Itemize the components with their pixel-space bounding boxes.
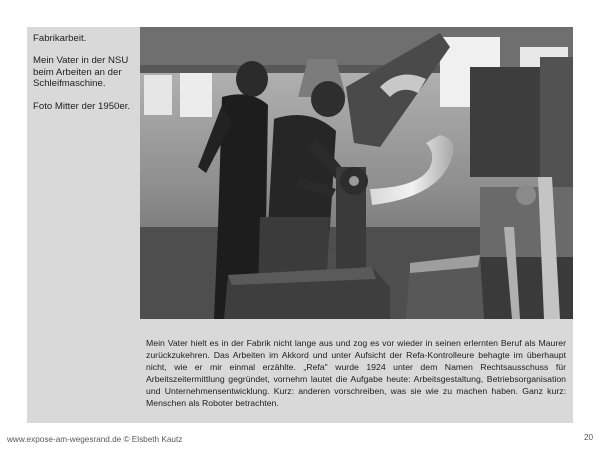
factory-photo-illustration bbox=[140, 27, 573, 319]
caption-photo-date: Foto Mitter der 1950er. bbox=[33, 100, 131, 112]
story-text: Mein Vater hielt es in der Fabrik nicht lange aus und zog es vor wieder in seinen erlernten Beruf als Maurer zurückzukehren. Das Arbeiten im Akkord und unter Aufsicht der Refa-Kontrolleure behagte im überhaupt nicht, wie er mir einmal erzählte. „Refa" wurde 1924 unter dem Namen Rechtsausschuss für Arbeitszeitermittlung gegründet, vornehm lautet die Aufgabe heute: Arbeitsgestaltung, Betriebsorganisation und Unternehmensentwicklung. Kurz: anderen vorschreiben, was sie wie zu machen haben. Ganz kurz: Menschen als Roboter betrachten. bbox=[146, 338, 566, 408]
side-caption bbox=[33, 33, 139, 123]
page-number: 20 bbox=[584, 433, 594, 442]
factory-photo bbox=[140, 27, 573, 319]
caption-description: Mein Vater in der NSU beim Arbeiten an der Schleifmaschine. bbox=[33, 55, 129, 90]
caption-title: Fabrikarbeit. bbox=[33, 33, 87, 44]
footer-credit: www.expose-am-wegesrand.de © Elsbeth Kautz bbox=[7, 435, 183, 444]
